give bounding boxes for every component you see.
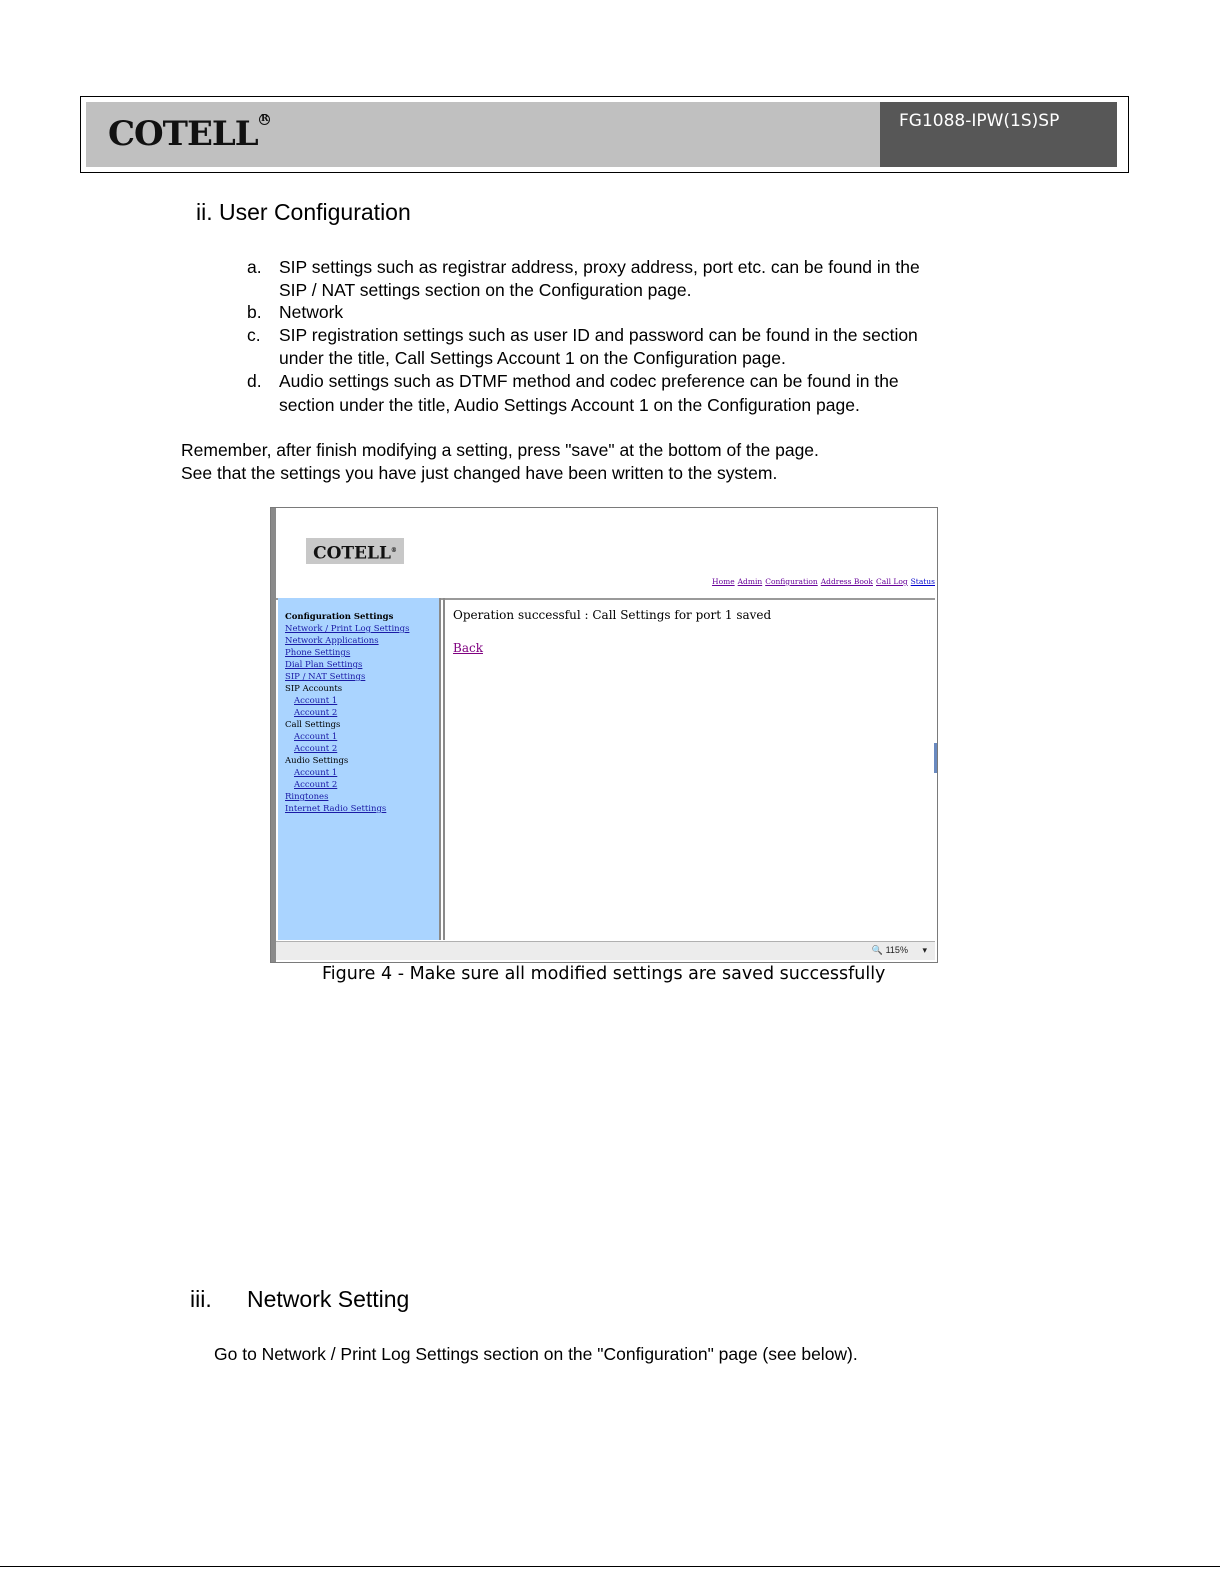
list-item-a <box>247 256 920 302</box>
list-marker: c. <box>247 325 261 345</box>
list-item-c <box>247 324 918 370</box>
sidebar-item-sip-account-1[interactable]: Account 1 <box>294 696 338 706</box>
sidebar-item-call-account-2[interactable]: Account 2 <box>294 744 338 754</box>
sidebar-heading: Configuration Settings <box>285 612 394 622</box>
nav-status[interactable]: Status <box>910 577 935 586</box>
cotell-logo <box>108 114 270 154</box>
list-marker: a. <box>247 257 262 277</box>
zoom-control[interactable] <box>872 945 927 956</box>
screenshot-content <box>443 598 935 940</box>
list-line: SIP settings such as registrar address, proxy address, port etc. can be found in the <box>279 257 920 277</box>
section-number: iii. <box>190 1286 212 1312</box>
sidebar-item-phone-settings[interactable]: Phone Settings <box>285 648 351 658</box>
screenshot-logo <box>306 538 404 564</box>
sidebar-item-call-account-1[interactable]: Account 1 <box>294 732 338 742</box>
network-setting-instruction: Go to Network / Print Log Settings section on the "Configuration" page (see below). <box>214 1344 858 1364</box>
nav-configuration[interactable]: Configuration <box>765 577 818 586</box>
sidebar-item-sip-nat[interactable]: SIP / NAT Settings <box>285 672 366 682</box>
page-header <box>80 96 1129 173</box>
registered-mark-icon: ® <box>390 547 397 554</box>
list-line: under the title, Call Settings Account 1 on the Configuration page. <box>279 348 786 368</box>
list-marker: d. <box>247 371 262 391</box>
sidebar-item-internet-radio[interactable]: Internet Radio Settings <box>285 804 387 814</box>
sidebar-item-audio-account-1[interactable]: Account 1 <box>294 768 338 778</box>
list-line: SIP / NAT settings section on the Configuration page. <box>279 280 692 300</box>
nav-call-log[interactable]: Call Log <box>875 577 908 586</box>
config-sidebar <box>278 598 441 940</box>
remember-line: See that the settings you have just changed have been written to the system. <box>181 463 778 483</box>
list-line: Audio settings such as DTMF method and codec preference can be found in the <box>279 371 899 391</box>
page-bottom-rule <box>0 1566 1220 1567</box>
nav-admin[interactable]: Admin <box>737 577 763 586</box>
figure-caption: Figure 4 - Make sure all modified settings are saved successfully <box>322 964 886 984</box>
zoom-level: 115% <box>885 945 908 955</box>
screenshot-header <box>276 510 935 600</box>
section-title-network-setting <box>190 1286 410 1313</box>
sidebar-group-sip-accounts: SIP Accounts <box>285 684 343 694</box>
sidebar-item-network-applications[interactable]: Network Applications <box>285 636 379 646</box>
section-title-user-configuration: ii. User Configuration <box>196 199 411 225</box>
registered-mark-icon: R <box>259 114 270 125</box>
list-marker: b. <box>247 302 262 322</box>
list-item-b <box>247 301 344 324</box>
screenshot-logo-text: COTELL <box>313 543 391 564</box>
sidebar-group-audio-settings: Audio Settings <box>285 756 349 766</box>
browser-status-bar <box>276 941 935 960</box>
configuration-screenshot <box>270 507 938 963</box>
top-navigation <box>709 577 935 586</box>
sidebar-item-network-print-log[interactable]: Network / Print Log Settings <box>285 624 410 634</box>
zoom-icon: 🔍 <box>871 945 884 955</box>
back-link[interactable]: Back <box>453 641 483 655</box>
logo-text: COTELL <box>108 114 258 154</box>
sidebar-item-dial-plan[interactable]: Dial Plan Settings <box>285 660 363 670</box>
sidebar-item-audio-account-2[interactable]: Account 2 <box>294 780 338 790</box>
sidebar-item-sip-account-2[interactable]: Account 2 <box>294 708 338 718</box>
chevron-down-icon: ▾ <box>922 945 927 955</box>
list-line: section under the title, Audio Settings Account 1 on the Configuration page. <box>279 395 860 415</box>
model-name: FG1088-IPW(1S)SP <box>899 111 1060 131</box>
remember-line: Remember, after finish modifying a setting, press "save" at the bottom of the page. <box>181 440 819 460</box>
nav-address-book[interactable]: Address Book <box>820 577 873 586</box>
success-message: Operation successful : Call Settings for port 1 saved <box>453 608 772 622</box>
sidebar-item-ringtones[interactable]: Ringtones <box>285 792 329 802</box>
list-line: SIP registration settings such as user ID and password can be found in the section <box>279 325 918 345</box>
section-title-text: Network Setting <box>247 1286 410 1312</box>
list-line: Network <box>279 302 344 322</box>
list-item-d <box>247 370 899 417</box>
header-band <box>86 102 1117 167</box>
scrollbar-thumb[interactable] <box>934 743 937 773</box>
sidebar-group-call-settings: Call Settings <box>285 720 341 730</box>
remember-paragraph <box>181 439 819 485</box>
model-box <box>880 102 1117 167</box>
nav-home[interactable]: Home <box>712 577 735 586</box>
